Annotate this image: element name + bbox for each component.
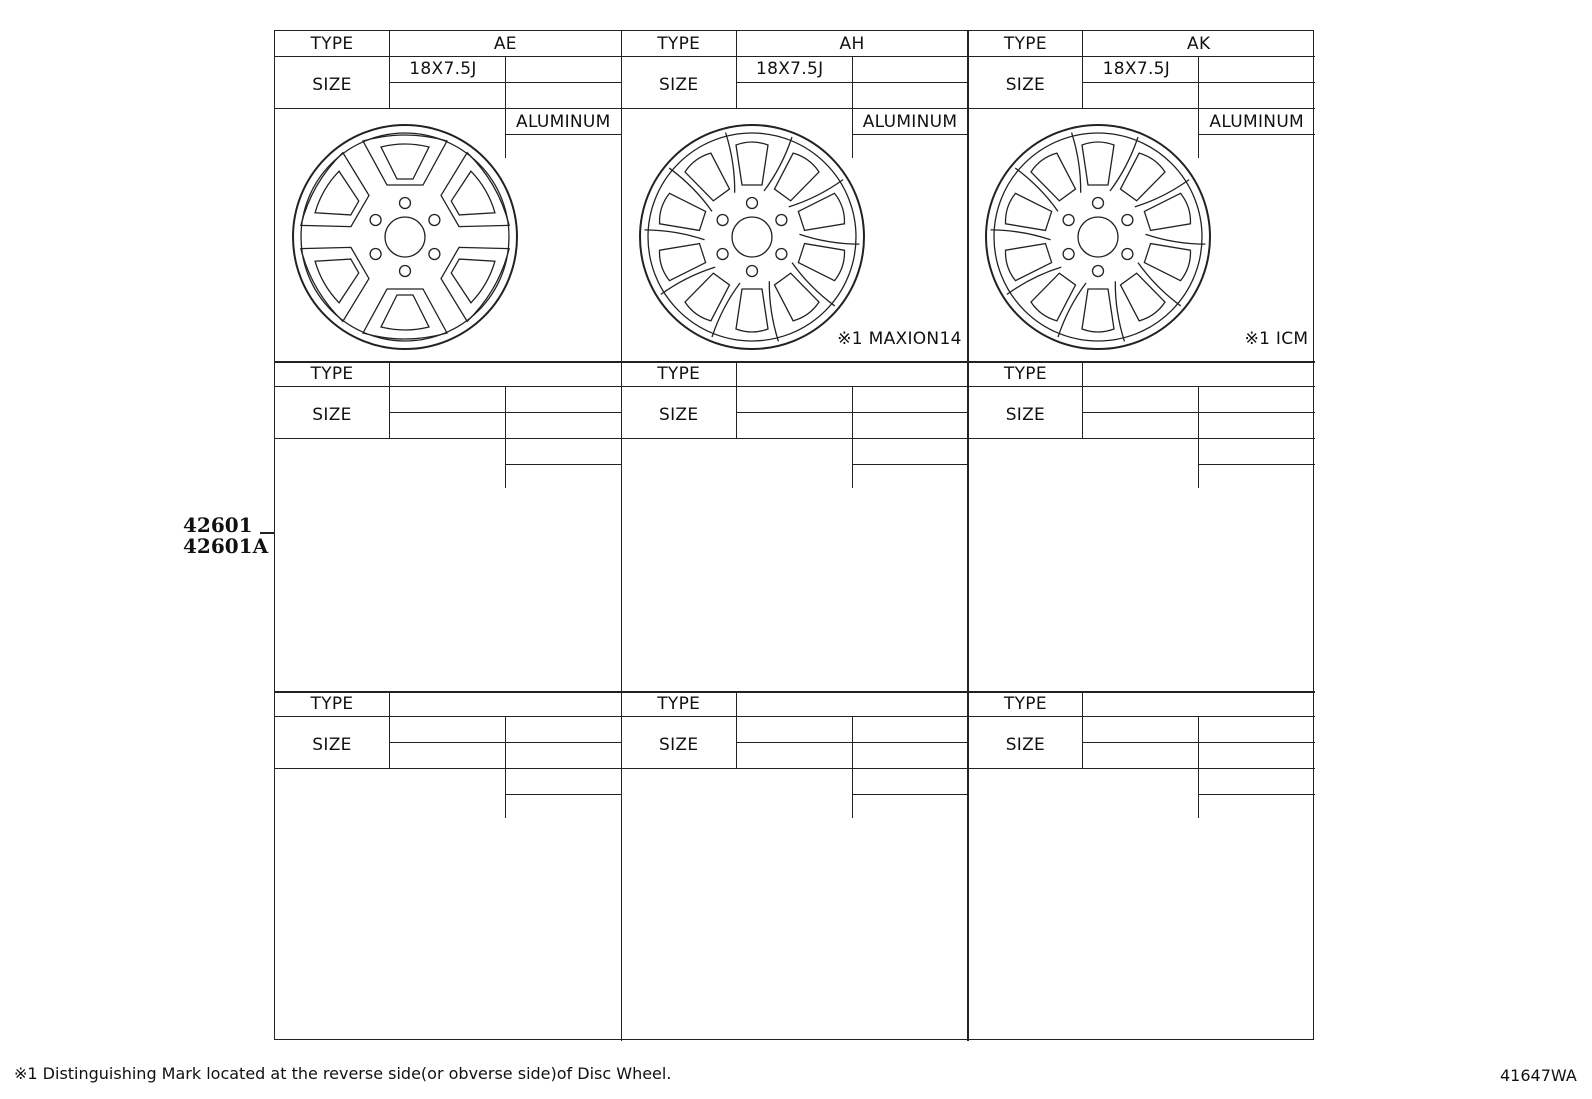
table-rule	[389, 82, 622, 83]
table-rule	[1082, 82, 1315, 83]
table-rule	[275, 108, 622, 109]
type-label: TYPE	[310, 694, 354, 714]
distinguishing-mark: ※1 MAXION14	[837, 329, 962, 349]
table-rule	[275, 691, 1315, 693]
type-label: TYPE	[310, 34, 354, 54]
table-rule	[967, 31, 969, 1041]
table-rule	[736, 361, 737, 438]
type-label: TYPE	[1003, 694, 1047, 714]
table-rule	[968, 438, 1315, 439]
table-rule	[852, 386, 853, 488]
table-rule	[1198, 464, 1315, 465]
diagram-id: 41647WA	[1500, 1066, 1577, 1085]
table-rule	[389, 691, 390, 768]
type-label: TYPE	[310, 364, 354, 384]
wheel-size: 18X7.5J	[1102, 59, 1171, 79]
wheel-material: ALUMINUM	[862, 112, 958, 132]
wheel-type-table	[274, 30, 1314, 1040]
table-rule	[275, 361, 1315, 363]
distinguishing-mark: ※1 ICM	[1244, 329, 1309, 349]
type-label: TYPE	[1003, 364, 1047, 384]
size-label: SIZE	[312, 405, 352, 425]
size-label: SIZE	[658, 75, 699, 95]
table-rule	[505, 386, 506, 488]
type-label: TYPE	[657, 364, 701, 384]
table-rule	[1082, 691, 1083, 768]
table-rule	[1198, 716, 1199, 818]
table-rule	[389, 361, 390, 438]
table-rule	[621, 31, 623, 1041]
wheel-6-spoke-y-icon	[285, 117, 525, 357]
table-rule	[968, 56, 1315, 57]
table-rule	[1198, 794, 1315, 795]
wheel-size: 18X7.5J	[755, 59, 824, 79]
table-rule	[968, 768, 1315, 769]
type-label: TYPE	[657, 694, 701, 714]
wheel-size: 18X7.5J	[409, 59, 477, 79]
type-label: TYPE	[1003, 34, 1047, 54]
wheel-material: ALUMINUM	[516, 112, 611, 132]
table-rule	[1082, 412, 1315, 413]
table-rule	[852, 794, 969, 795]
size-label: SIZE	[658, 735, 699, 755]
size-label: SIZE	[1005, 405, 1046, 425]
table-rule	[389, 742, 622, 743]
table-rule	[622, 386, 969, 387]
table-rule	[622, 108, 969, 109]
table-rule	[736, 742, 969, 743]
size-label: SIZE	[312, 75, 352, 95]
table-rule	[275, 716, 622, 717]
table-rule	[736, 82, 969, 83]
table-rule	[852, 716, 853, 818]
size-label: SIZE	[1005, 75, 1046, 95]
type-code: AE	[493, 34, 517, 54]
size-label: SIZE	[1005, 735, 1046, 755]
leader-line	[260, 532, 274, 534]
table-rule	[389, 412, 622, 413]
footnote: ※1 Distinguishing Mark located at the reverse side(or obverse side)of Disc Wheel.	[14, 1064, 672, 1083]
table-rule	[505, 794, 622, 795]
table-rule	[505, 464, 622, 465]
table-rule	[275, 56, 622, 57]
type-code: AH	[839, 34, 865, 54]
wheel-material: ALUMINUM	[1209, 112, 1305, 132]
table-rule	[622, 56, 969, 57]
table-rule	[275, 386, 622, 387]
part-number: 42601	[183, 513, 253, 537]
type-label: TYPE	[657, 34, 701, 54]
table-rule	[1082, 742, 1315, 743]
table-rule	[852, 464, 969, 465]
table-rule	[1082, 361, 1083, 438]
table-rule	[622, 716, 969, 717]
table-rule	[968, 716, 1315, 717]
size-label: SIZE	[658, 405, 699, 425]
table-rule	[505, 716, 506, 818]
table-rule	[622, 438, 969, 439]
type-code: AK	[1187, 34, 1211, 54]
table-rule	[1198, 386, 1199, 488]
wheel-12-slot-icon	[632, 117, 872, 357]
table-rule	[275, 768, 622, 769]
table-rule	[968, 386, 1315, 387]
part-number: 42601A	[183, 534, 269, 558]
wheel-12-slot-icon	[978, 117, 1218, 357]
table-rule	[736, 691, 737, 768]
table-rule	[736, 412, 969, 413]
table-rule	[622, 768, 969, 769]
part-number-list	[183, 515, 268, 557]
size-label: SIZE	[312, 735, 352, 755]
table-rule	[968, 108, 1315, 109]
table-rule	[275, 438, 622, 439]
